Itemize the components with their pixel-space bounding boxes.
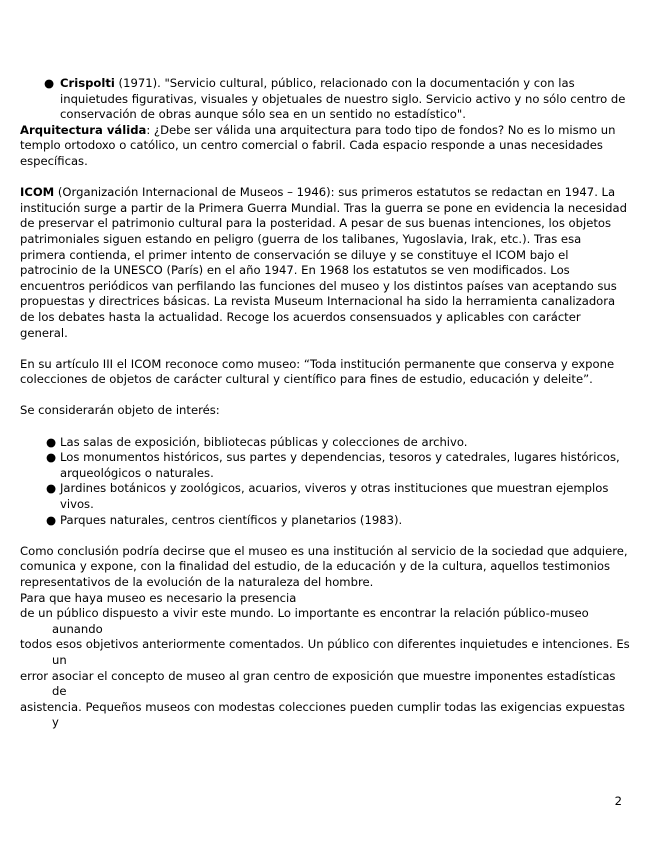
conclusion-line: Como conclusión podría decirse que el museo es una institución al servicio de la sociedad que adquiere, — [20, 543, 628, 558]
conclusion-line: error asociar el concepto de museo al gran centro de exposición que muestre imponentes estadísticas de — [20, 668, 616, 699]
icom-paragraph — [20, 185, 630, 341]
objeto-intro: Se considerarán objeto de interés: — [20, 403, 220, 418]
bullet-icon: ● — [46, 450, 57, 465]
objetos-list — [20, 435, 630, 529]
arquitectura-text: : ¿Debe ser válida una arquitectura para todo tipo de fondos? No es lo mismo un templo ortodoxo o católico, un centro comercial o fabril. Cada espacio responde a unas necesidades específicas. — [20, 122, 616, 168]
icom-label: ICOM — [20, 185, 55, 200]
bullet-icon: ● — [44, 76, 55, 90]
conclusion-line: todos esos objetivos anteriormente comentados. Un público con diferentes inquietudes e intenciones. Es un — [20, 637, 630, 667]
conclusion-line: comunica y expone, con la finalidad del estudio, de la educación y de la cultura, aquellos testimonios — [20, 559, 611, 574]
icom-text: (Organización Internacional de Museos – 1946): sus primeros estatutos se redactan en 1947. La institución surge a partir de la Primera Guerra Mundial. Tras la guerra se pone en evidencia la necesidad de preservar el patrimonio cultural para la posteridad. A pesar de sus buenas intenciones, los objetos patrimoniales siguen estando en peligro (guerra de los talibanes, Yugoslavia, Irak, etc.). Tras esa primera contienda, el primer intento de conservación se diluye y se constituye el ICOM bajo el patrocinio de la UNESCO (París) en el año 1947. En 1968 los estatutos se ven modificados. Los encuentros periódicos van perfilando las funciones del museo y los distintos países van aceptando sus propuestas y directrices básicas. La revista Museum Internacional ha sido la herramienta canalizadora de los debates hasta la actualidad. Recoge los acuerdos consensuados y aplicables con carácter general. — [20, 185, 627, 340]
crispolti-text: (1971). "Servicio cultural, público, relacionado con la documentación y con las inquietudes figurativas, visuales y objetuales de nuestro siglo. Servicio activo y no sólo centro de conservación de obras aunque sólo sea en un sentido no estadístico". — [60, 76, 626, 122]
articulo-paragraph: En su artículo III el ICOM reconoce como museo: “Toda institución permanente que conserva y expone colecciones de objetos de carácter cultural y científico para fines de estudio, educación y deleite”. — [20, 356, 615, 387]
list-item: ● Las salas de exposición, bibliotecas públicas y colecciones de archivo. — [46, 434, 468, 449]
conclusion-line: Para que haya museo es necesario la presencia — [20, 590, 297, 605]
list-item: ● Parques naturales, centros científicos y planetarios (1983). — [46, 512, 403, 527]
conclusion-line: asistencia. Pequeños museos con modestas colecciones pueden cumplir todas las exigencias expuestas y — [20, 699, 625, 730]
crispolti-name: Crispolti — [60, 76, 115, 90]
conclusion-block — [20, 544, 630, 731]
conclusion-line: representativos de la evolución de la naturaleza del hombre. — [20, 575, 374, 589]
arquitectura-label: Arquitectura válida — [20, 122, 147, 137]
document-page — [20, 76, 630, 731]
conclusion-line: de un público dispuesto a vivir este mundo. Lo importante es encontrar la relación público-museo aunando — [20, 606, 589, 636]
list-item: ● Jardines botánicos y zoológicos, acuarios, viveros y otras instituciones que muestran ejemplos vivos. — [46, 481, 609, 512]
bullet-icon: ● — [46, 481, 57, 496]
arquitectura-paragraph — [20, 123, 630, 170]
list-item: ● Los monumentos históricos, sus partes y dependencias, tesoros y catedrales, lugares históricos, arqueológicos o naturales. — [46, 450, 620, 480]
bullet-icon: ● — [46, 434, 57, 449]
page-number: 2 — [614, 794, 622, 808]
crispolti-bullet — [20, 76, 630, 123]
bullet-icon: ● — [46, 512, 57, 527]
